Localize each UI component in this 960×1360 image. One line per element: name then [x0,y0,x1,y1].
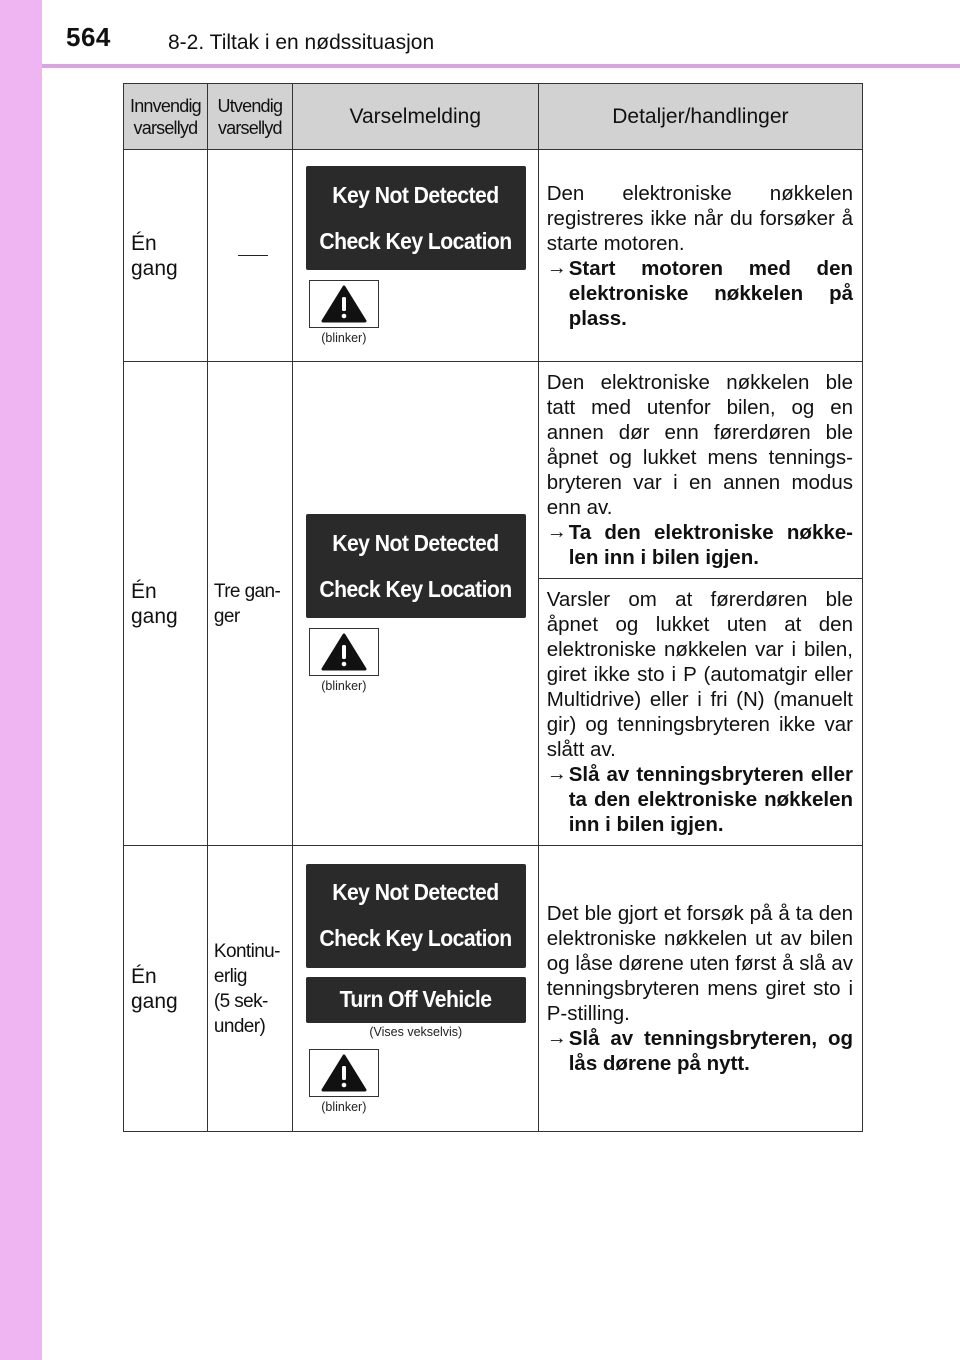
action-text: Slå av tenningsbryteren eller ta den elektroniske nøkkelen inn i bilen igjen. [568,763,853,836]
display-screen [306,977,526,1023]
arrow-right-icon: → [546,521,567,543]
inner-buzzer-line: Én [131,964,157,988]
outer-buzzer-cell [207,150,292,362]
details-cell [538,846,862,1132]
outer-buzzer-cell [207,362,292,846]
message-cell [292,846,538,1132]
display-message: Turn Off Vehicle [339,986,492,1012]
arrow-right-icon: → [546,763,567,785]
outer-buzzer-cell [207,846,292,1132]
inner-buzzer-cell [124,362,208,846]
display-screen [306,864,526,968]
warning-light-box [309,1049,379,1097]
action-instruction [547,1026,853,1076]
outer-buzzer-line: erlig [213,965,247,987]
table-row [124,150,863,362]
message-cell [292,150,538,362]
display-screen [306,166,526,270]
warning-message-table [123,83,863,1132]
header-rule [42,64,960,68]
warning-triangle-icon [320,284,368,324]
display-message: Key Not Detected [332,529,500,556]
blink-caption: (blinker) [321,331,367,345]
side-color-strip [0,0,42,1360]
outer-buzzer-line: Kontinu- [213,940,280,962]
column-header-message: Varselmelding [292,84,538,150]
no-outer-buzzer-dash [238,255,268,256]
column-header-inner-buzzer [124,84,208,150]
message-cell [292,362,538,846]
column-header-line: varsellyd [217,117,282,138]
outer-buzzer-line: ger [213,605,240,627]
section-title: 8-2. Tiltak i en nødssituasjon [168,31,435,54]
alternate-caption: (Vises vekselvis) [369,1024,463,1039]
details-text: Den elektroniske nøkkelen registreres ikke når du forsøker å starte motoren. [546,181,853,255]
column-header-line: Innvendig [130,95,201,116]
warning-triangle-icon [320,632,368,672]
action-instruction [547,520,853,570]
details-cell [538,579,862,846]
inner-buzzer-line: gang [131,989,178,1013]
inner-buzzer-line: gang [131,604,178,628]
display-message: Check Key Location [319,575,512,602]
table-row [124,362,863,579]
action-instruction [547,256,853,331]
page-number: 564 [66,22,111,52]
blink-caption: (blinker) [321,679,367,693]
outer-buzzer-line: (5 sek- [213,990,268,1012]
inner-buzzer-line: Én [131,231,157,255]
display-screen [306,514,526,618]
arrow-right-icon: → [546,256,567,279]
inner-buzzer-line: Én [131,579,157,603]
display-message: Check Key Location [319,925,512,951]
column-header-outer-buzzer [207,84,292,150]
column-header-line: Utvendig [217,95,283,116]
inner-buzzer-line: gang [131,256,178,280]
warning-light-box [309,280,379,328]
table-row [124,846,863,1132]
details-cell [538,362,862,579]
action-text: Ta den elektroniske nøkkelen inn i bilen igjen. [568,521,853,569]
details-text: Den elektroniske nøkkelen ble tatt med utenfor bilen, og en annen dør enn førerdøren ble åpnet og lukket mens tenningsbryteren var i en annen modus enn av. [546,371,853,519]
details-text: Det ble gjort et forsøk på å ta den elektroniske nøkkelen ut av bilen og låse dørene uten først å slå av tenningsbryteren mens giret sto i P-stilling. [546,902,853,1025]
column-header-details: Detaljer/handlinger [538,84,862,150]
display-message: Check Key Location [319,227,512,254]
table-header-row [124,84,863,150]
action-text: Start motoren med den elektroniske nøkkelen på plass. [568,256,853,330]
outer-buzzer-line: under) [213,1015,266,1037]
display-message: Key Not Detected [332,181,500,208]
inner-buzzer-cell [124,846,208,1132]
action-text: Slå av tenningsbryteren, og lås dørene på nytt. [568,1027,853,1075]
inner-buzzer-cell [124,150,208,362]
details-text: Varsler om at førerdøren ble åpnet og lukket uten at den elektroniske nøkkelen var i bilen, giret ikke sto i P (automatgir eller Multidrive) eller i fri (N) (manuelt gir) og tenningsbryteren ikke var slått av. [546,588,853,761]
warning-triangle-icon [320,1053,368,1093]
column-header-line: varsellyd [133,117,198,138]
action-instruction [547,762,853,837]
blink-caption: (blinker) [321,1099,367,1114]
outer-buzzer-line: Tre gan- [213,580,281,602]
details-cell [538,150,862,362]
display-message: Key Not Detected [332,879,500,905]
arrow-right-icon: → [546,1027,567,1049]
warning-light-box [309,628,379,676]
